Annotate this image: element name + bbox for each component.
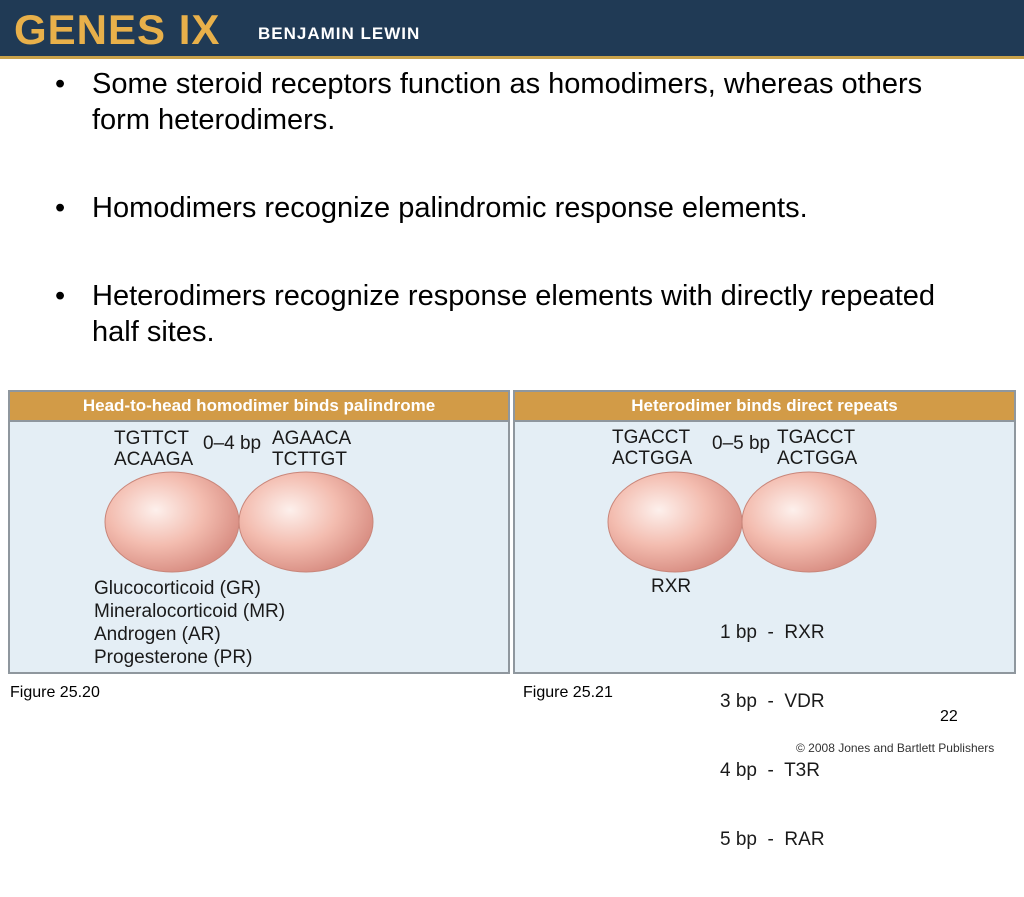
receptor-item: Androgen (AR) (94, 624, 221, 645)
sequence-top: TGACCT (777, 427, 856, 448)
half-site-right (272, 428, 351, 470)
book-title: GENES IX (14, 6, 221, 53)
sequence-bottom: TCTTGT (272, 449, 347, 470)
sequence-bottom: ACAAGA (114, 449, 194, 470)
sequence-top: AGAACA (272, 428, 352, 449)
spacing-partner-item: 1 bp - RXR (720, 622, 825, 643)
figure-caption-right: Figure 25.21 (523, 684, 613, 701)
sequence-bottom: ACTGGA (612, 448, 693, 469)
sequence-bottom: ACTGGA (777, 448, 858, 469)
spacing-partner-item: 4 bp - T3R (720, 760, 820, 781)
half-site-left (612, 427, 692, 469)
receptor-monomer-left (102, 470, 242, 574)
bullet-text: Homodimers recognize palindromic response elements. (92, 192, 808, 224)
receptor-item: Mineralocorticoid (MR) (94, 601, 286, 622)
spacing-partner-item: 3 bp - VDR (720, 691, 825, 712)
receptor-monomer-left (605, 470, 745, 574)
copyright-notice: © 2008 Jones and Bartlett Publishers (796, 741, 995, 755)
bullet-icon: • (55, 68, 66, 100)
bullet-item (55, 278, 985, 350)
bullet-icon: • (55, 280, 66, 312)
sequence-top: TGTTCT (114, 428, 189, 449)
spacing-partner-list (720, 575, 825, 897)
spacer-label: 0–4 bp (203, 433, 262, 454)
homodimer-figure (8, 390, 510, 674)
homodimer-figure-title: Head-to-head homodimer binds palindrome (10, 392, 508, 422)
receptor-monomer-right (236, 470, 376, 574)
receptor-item: Glucocorticoid (GR) (94, 578, 261, 599)
figure-caption-left: Figure 25.20 (10, 684, 100, 701)
receptor-monomer-right (739, 470, 879, 574)
partner-label: RXR (651, 576, 692, 597)
spacer-label: 0–5 bp (712, 433, 771, 454)
bullet-text: Heterodimers recognize response elements with directly repeated half sites. (92, 280, 936, 348)
receptor-item: Progesterone (PR) (94, 647, 253, 668)
half-site-left (114, 428, 193, 470)
bullet-icon: • (55, 192, 66, 224)
page-number: 22 (940, 708, 958, 725)
half-site-right (777, 427, 857, 469)
bullet-text: Some steroid receptors function as homodimers, whereas others form heterodimers. (92, 68, 923, 136)
slide-header (0, 0, 1024, 59)
bullet-item (55, 66, 985, 138)
heterodimer-figure-title: Heterodimer binds direct repeats (515, 392, 1014, 422)
spacing-partner-item: 5 bp - RAR (720, 829, 825, 850)
bullet-item (55, 190, 985, 226)
sequence-top: TGACCT (612, 427, 691, 448)
author-name: BENJAMIN LEWIN (258, 24, 421, 43)
receptor-list (94, 577, 285, 669)
bullet-list (55, 66, 985, 402)
